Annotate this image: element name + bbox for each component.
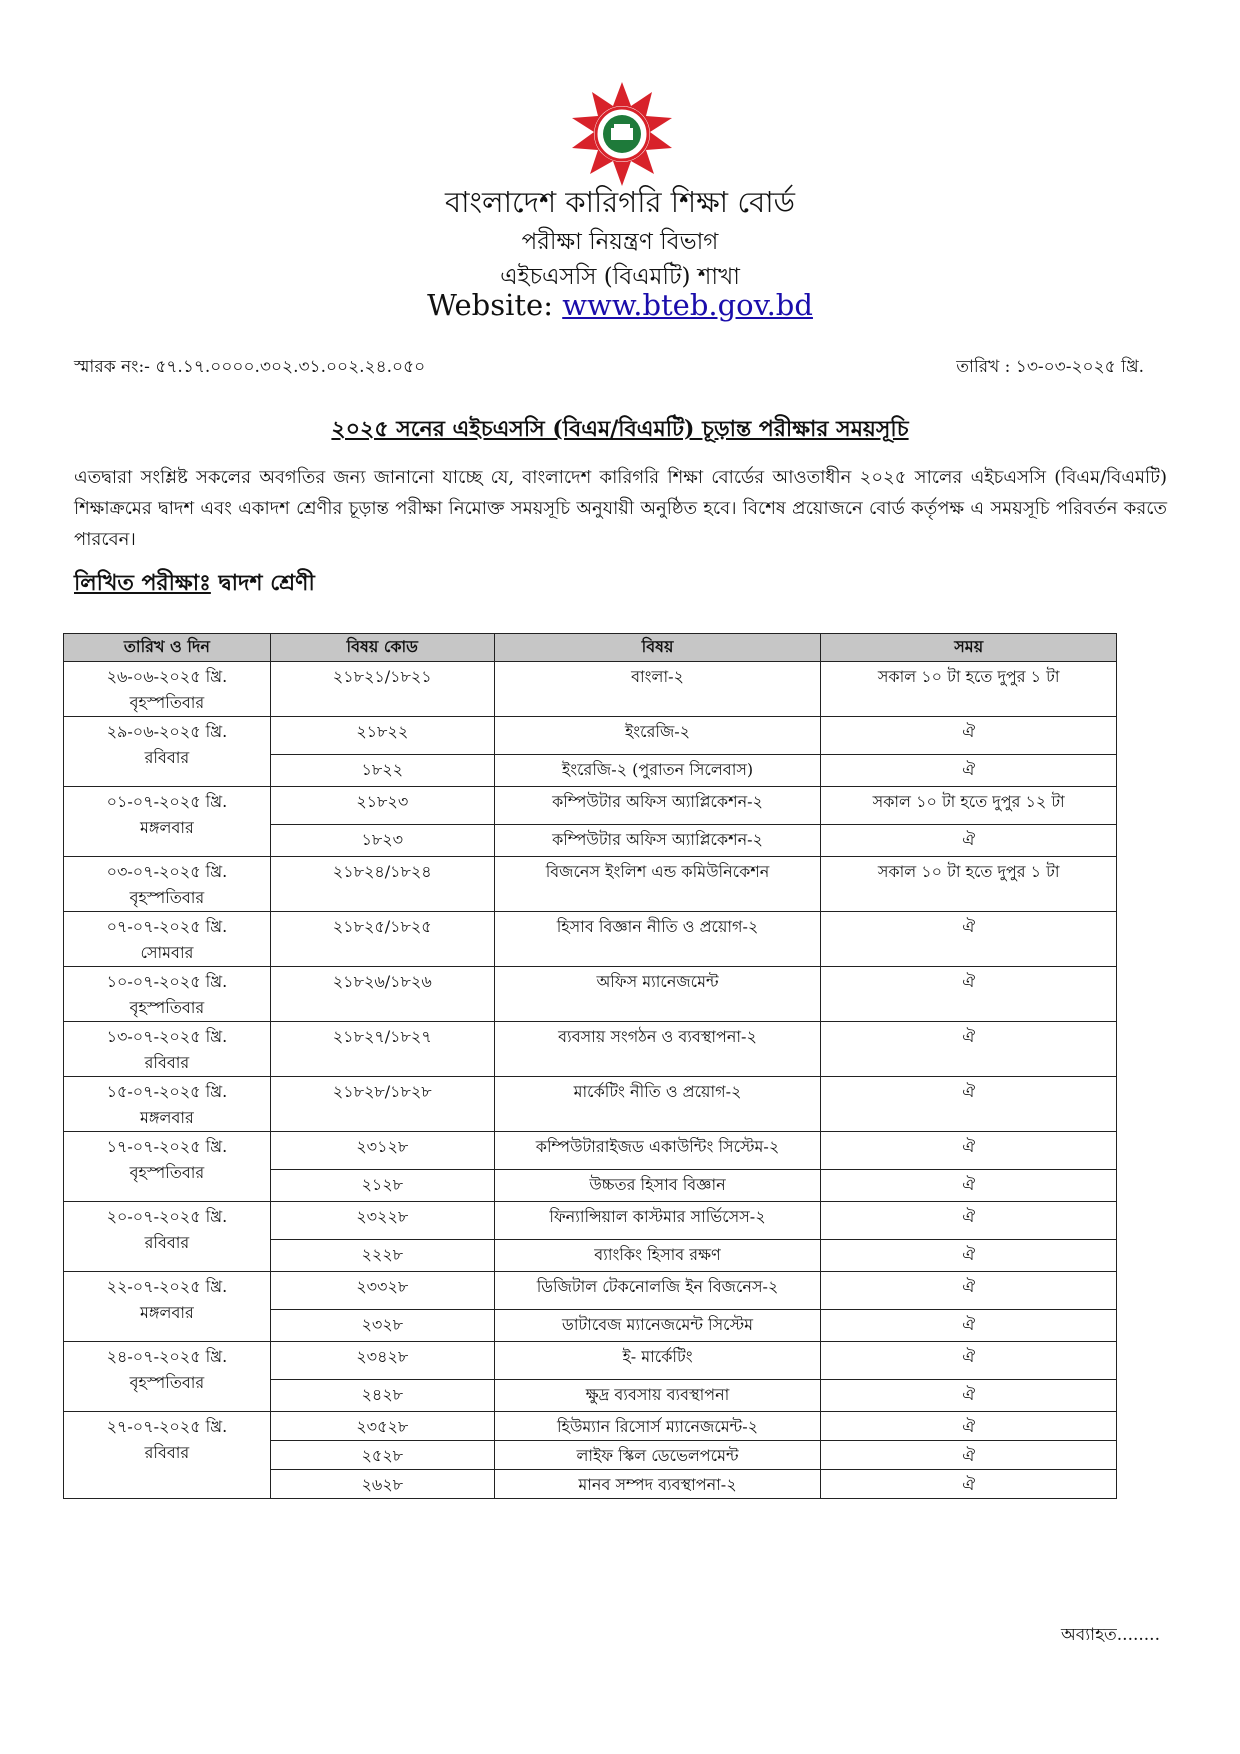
table-header-row	[64, 634, 1117, 662]
header-code: বিষয় কোড	[270, 634, 494, 662]
table-row	[64, 1077, 1117, 1132]
exam-schedule-table	[63, 633, 1117, 1499]
header-time: সময়	[821, 634, 1117, 662]
website-line	[0, 288, 1240, 322]
subject-cell: উচ্চতর হিসাব বিজ্ঞান	[494, 1170, 821, 1202]
subject-cell: ক্ষুদ্র ব্যবসায় ব্যবস্থাপনা	[494, 1380, 821, 1412]
date-cell	[64, 1342, 271, 1412]
header-subject: বিষয়	[494, 634, 821, 662]
subject-cell: ইংরেজি-২ (পুরাতন সিলেবাস)	[494, 755, 821, 787]
subject-cell: বাংলা-২	[494, 662, 821, 717]
branch-name: এইচএসসি (বিএমটি) শাখা	[500, 264, 740, 290]
board-logo	[570, 82, 674, 186]
subject-code-cell: ২৩২৮	[270, 1310, 494, 1342]
table-row	[64, 662, 1117, 717]
subject-cell: ফিন্যান্সিয়াল কাস্টমার সার্ভিসেস-২	[494, 1202, 821, 1240]
section-heading	[74, 566, 315, 603]
time-cell: ঐ	[821, 1470, 1117, 1499]
table-row	[64, 857, 1117, 912]
table-row	[64, 1412, 1117, 1441]
exam-date: ১০-০৭-২০২৫ খ্রি.	[106, 972, 228, 991]
subject-cell: বিজনেস ইংলিশ এন্ড কমিউনিকেশন	[494, 857, 821, 912]
subject-code-cell: ২১৮২৮/১৮২৮	[270, 1077, 494, 1132]
exam-date: ২২-০৭-২০২৫ খ্রি.	[106, 1277, 228, 1296]
date-cell	[64, 1272, 271, 1342]
exam-day: রবিবার	[144, 748, 190, 767]
exam-day: রবিবার	[144, 1233, 190, 1252]
subject-code-cell: ২১৮২৪/১৮২৪	[270, 857, 494, 912]
subject-code-cell: ১৮২২	[270, 755, 494, 787]
subject-cell: হিসাব বিজ্ঞান নীতি ও প্রয়োগ-২	[494, 912, 821, 967]
date-cell	[64, 1202, 271, 1272]
subject-code-cell: ২১৮২২	[270, 717, 494, 755]
department-name: পরীক্ষা নিয়ন্ত্রণ বিভাগ	[521, 229, 719, 255]
table-row	[64, 1022, 1117, 1077]
time-cell: ঐ	[821, 1310, 1117, 1342]
date-cell	[64, 1077, 271, 1132]
subject-cell: ই- মার্কেটিং	[494, 1342, 821, 1380]
organization-name: বাংলাদেশ কারিগরি শিক্ষা বোর্ড	[445, 185, 795, 219]
exam-day: বৃহস্পতিবার	[129, 998, 205, 1017]
time-cell: ঐ	[821, 1412, 1117, 1441]
website-link[interactable]: www.bteb.gov.bd	[562, 288, 813, 322]
time-cell: ঐ	[821, 825, 1117, 857]
subject-code-cell: ২৩২২৮	[270, 1202, 494, 1240]
notice-title: ২০২৫ সনের এইচএসসি (বিএম/বিএমটি) চূড়ান্ত পরীক্ষার সময়সূচি	[331, 416, 909, 442]
exam-date: ২৬-০৬-২০২৫ খ্রি.	[106, 667, 228, 686]
date-cell	[64, 662, 271, 717]
exam-day: মঙ্গলবার	[140, 1303, 194, 1322]
date-cell	[64, 857, 271, 912]
subject-code-cell: ১৮২৩	[270, 825, 494, 857]
subject-cell: অফিস ম্যানেজমেন্ট	[494, 967, 821, 1022]
date-cell	[64, 1132, 271, 1202]
subject-code-cell: ২৩৪২৮	[270, 1342, 494, 1380]
exam-day: মঙ্গলবার	[140, 1108, 194, 1127]
exam-day: বৃহস্পতিবার	[129, 693, 205, 712]
table-row	[64, 787, 1117, 825]
subject-cell: ব্যাংকিং হিসাব রক্ষণ	[494, 1240, 821, 1272]
time-cell: ঐ	[821, 1170, 1117, 1202]
time-cell: ঐ	[821, 1272, 1117, 1310]
time-cell: ঐ	[821, 1132, 1117, 1170]
date-cell	[64, 787, 271, 857]
table-row	[64, 1342, 1117, 1380]
exam-date: ০১-০৭-২০২৫ খ্রি.	[106, 792, 228, 811]
time-cell: ঐ	[821, 755, 1117, 787]
subject-code-cell: ২৫২৮	[270, 1441, 494, 1470]
subject-cell: কম্পিউটার অফিস অ্যাপ্লিকেশন-২	[494, 787, 821, 825]
subject-cell: মানব সম্পদ ব্যবস্থাপনা-২	[494, 1470, 821, 1499]
exam-day: বৃহস্পতিবার	[129, 888, 205, 907]
time-cell: ঐ	[821, 1077, 1117, 1132]
exam-date: ০৩-০৭-২০২৫ খ্রি.	[106, 862, 228, 881]
notice-body: এতদ্বারা সংশ্লিষ্ট সকলের অবগতির জন্য জানানো যাচ্ছে যে, বাংলাদেশ কারিগরি শিক্ষা বোর্ডের আওতাধীন ২০২৫ সালের এইচএসসি (বিএম/বিএমটি) শিক্ষাক্রমের দ্বাদশ এবং একাদশ শ্রেণীর চূড়ান্ত পরীক্ষা নিমোক্ত সময়সূচি অনুযায়ী অনুষ্ঠিত হবে। বিশেষ প্রয়োজনে বোর্ড কর্তৃপক্ষ এ সময়সূচি পরিবর্তন করতে পারবেন।	[74, 467, 1167, 550]
table-row	[64, 717, 1117, 755]
subject-code-cell: ২১৮২৬/১৮২৬	[270, 967, 494, 1022]
time-cell: সকাল ১০ টা হতে দুপুর ১ টা	[821, 662, 1117, 717]
exam-day: বৃহস্পতিবার	[129, 1373, 205, 1392]
time-cell: ঐ	[821, 1441, 1117, 1470]
subject-cell: কম্পিউটারাইজড একাউন্টিং সিস্টেম-২	[494, 1132, 821, 1170]
subject-cell: ইংরেজি-২	[494, 717, 821, 755]
memo-number: স্মারক নং:- ৫৭.১৭.০০০০.৩০২.৩১.০০২.২৪.০৫০	[74, 357, 426, 377]
time-cell: ঐ	[821, 1380, 1117, 1412]
date-cell	[64, 717, 271, 787]
subject-code-cell: ২১৮২৫/১৮২৫	[270, 912, 494, 967]
table-row	[64, 1202, 1117, 1240]
date-cell	[64, 1022, 271, 1077]
time-cell: ঐ	[821, 1240, 1117, 1272]
exam-date: ১৩-০৭-২০২৫ খ্রি.	[106, 1027, 228, 1046]
table-row	[64, 1132, 1117, 1170]
table-row	[64, 967, 1117, 1022]
subject-code-cell: ২৩১২৮	[270, 1132, 494, 1170]
subject-cell: ডিজিটাল টেকনোলজি ইন বিজনেস-২	[494, 1272, 821, 1310]
time-cell: ঐ	[821, 1202, 1117, 1240]
time-cell: ঐ	[821, 1342, 1117, 1380]
time-cell: সকাল ১০ টা হতে দুপুর ১২ টা	[821, 787, 1117, 825]
table-row	[64, 912, 1117, 967]
exam-date: ১৭-০৭-২০২৫ খ্রি.	[106, 1137, 228, 1156]
subject-code-cell: ২৩৫২৮	[270, 1412, 494, 1441]
subject-cell: হিউম্যান রিসোর্স ম্যানেজমেন্ট-২	[494, 1412, 821, 1441]
table-body	[64, 662, 1117, 1499]
exam-day: রবিবার	[144, 1053, 190, 1072]
date-cell	[64, 967, 271, 1022]
exam-date: ২৪-০৭-২০২৫ খ্রি.	[106, 1347, 228, 1366]
exam-date: ২৯-০৬-২০২৫ খ্রি.	[106, 722, 228, 741]
exam-day: রবিবার	[144, 1443, 190, 1462]
time-cell: সকাল ১০ টা হতে দুপুর ১ টা	[821, 857, 1117, 912]
subject-code-cell: ২৪২৮	[270, 1380, 494, 1412]
exam-day: বৃহস্পতিবার	[129, 1163, 205, 1182]
table-row	[64, 1272, 1117, 1310]
exam-date: ০৭-০৭-২০২৫ খ্রি.	[106, 917, 228, 936]
website-label: Website:	[427, 288, 553, 322]
exam-date: ১৫-০৭-২০২৫ খ্রি.	[106, 1082, 228, 1101]
subject-code-cell: ২১৮২১/১৮২১	[270, 662, 494, 717]
subject-cell: লাইফ স্কিল ডেভেলপমেন্ট	[494, 1441, 821, 1470]
subject-code-cell: ২১৮২৩	[270, 787, 494, 825]
exam-day: সোমবার	[140, 943, 194, 962]
subject-code-cell: ২১৮২৭/১৮২৭	[270, 1022, 494, 1077]
subject-cell: মার্কেটিং নীতি ও প্রয়োগ-২	[494, 1077, 821, 1132]
time-cell: ঐ	[821, 967, 1117, 1022]
subject-code-cell: ২২২৮	[270, 1240, 494, 1272]
header-date: তারিখ ও দিন	[64, 634, 271, 662]
subject-code-cell: ২৩৩২৮	[270, 1272, 494, 1310]
time-cell: ঐ	[821, 912, 1117, 967]
continued-note: অব্যাহত........	[1061, 1625, 1160, 1645]
time-cell: ঐ	[821, 717, 1117, 755]
subject-cell: কম্পিউটার অফিস অ্যাপ্লিকেশন-২	[494, 825, 821, 857]
subject-cell: ডাটাবেজ ম্যানেজমেন্ট সিস্টেম	[494, 1310, 821, 1342]
section-label: লিখিত পরীক্ষাঃ	[74, 570, 211, 596]
subject-code-cell: ২৬২৮	[270, 1470, 494, 1499]
subject-code-cell: ২১২৮	[270, 1170, 494, 1202]
date-cell	[64, 912, 271, 967]
exam-date: ২৭-০৭-২০২৫ খ্রি.	[106, 1417, 228, 1436]
date-cell	[64, 1412, 271, 1499]
exam-day: মঙ্গলবার	[140, 818, 194, 837]
exam-date: ২০-০৭-২০২৫ খ্রি.	[106, 1207, 228, 1226]
memo-date: তারিখ : ১৩-০৩-২০২৫ খ্রি.	[956, 357, 1144, 377]
subject-cell: ব্যবসায় সংগঠন ও ব্যবস্থাপনা-২	[494, 1022, 821, 1077]
time-cell: ঐ	[821, 1022, 1117, 1077]
section-class-name: দ্বাদশ শ্রেণী	[218, 570, 315, 596]
